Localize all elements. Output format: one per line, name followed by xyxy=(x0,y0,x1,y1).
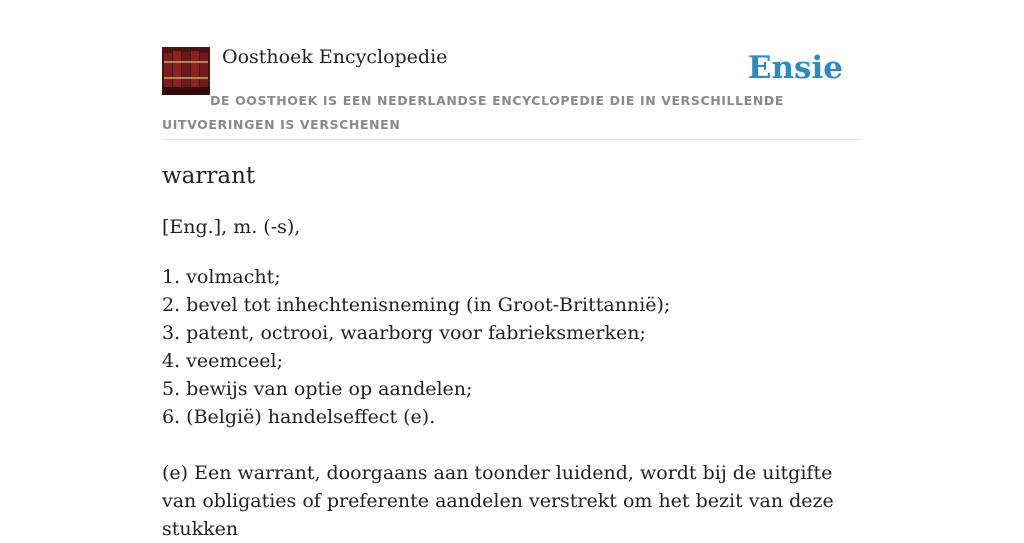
site-tagline: DE OOSTHOEK IS EEN NEDERLANDSE ENCYCLOPEDIE DIE IN VERSCHILLENDE UITVOERINGEN IS VERSCHENEN xyxy=(162,93,784,132)
explanatory-note: (e) Een warrant, doorgaans aan toonder luidend, wordt bij de uitgifte van obligaties of preferente aandelen verstrekt om het bezit van deze stukken xyxy=(162,462,834,540)
grammar-info: [Eng.], m. (-s), xyxy=(162,216,301,238)
site-avatar[interactable] xyxy=(162,47,210,95)
header-divider xyxy=(162,139,862,140)
definition-item: 1. volmacht; xyxy=(162,266,281,288)
site-title[interactable]: Oosthoek Encyclopedie xyxy=(222,46,448,68)
definitions-list xyxy=(162,263,670,431)
definition-item: 6. (België) handelseffect (e). xyxy=(162,406,436,428)
definition-item: 5. bewijs van optie op aandelen; xyxy=(162,378,473,400)
definition-item: 2. bevel tot inhechtenisneming (in Groot-Brittannië); xyxy=(162,294,671,316)
definition-item: 3. patent, octrooi, waarborg voor fabrieksmerken; xyxy=(162,322,646,344)
books-icon xyxy=(162,47,210,95)
brand-logo-link[interactable]: Ensie xyxy=(747,50,843,86)
article-headword: warrant xyxy=(162,163,256,189)
page xyxy=(162,0,862,540)
definition-item: 4. veemceel; xyxy=(162,350,284,372)
